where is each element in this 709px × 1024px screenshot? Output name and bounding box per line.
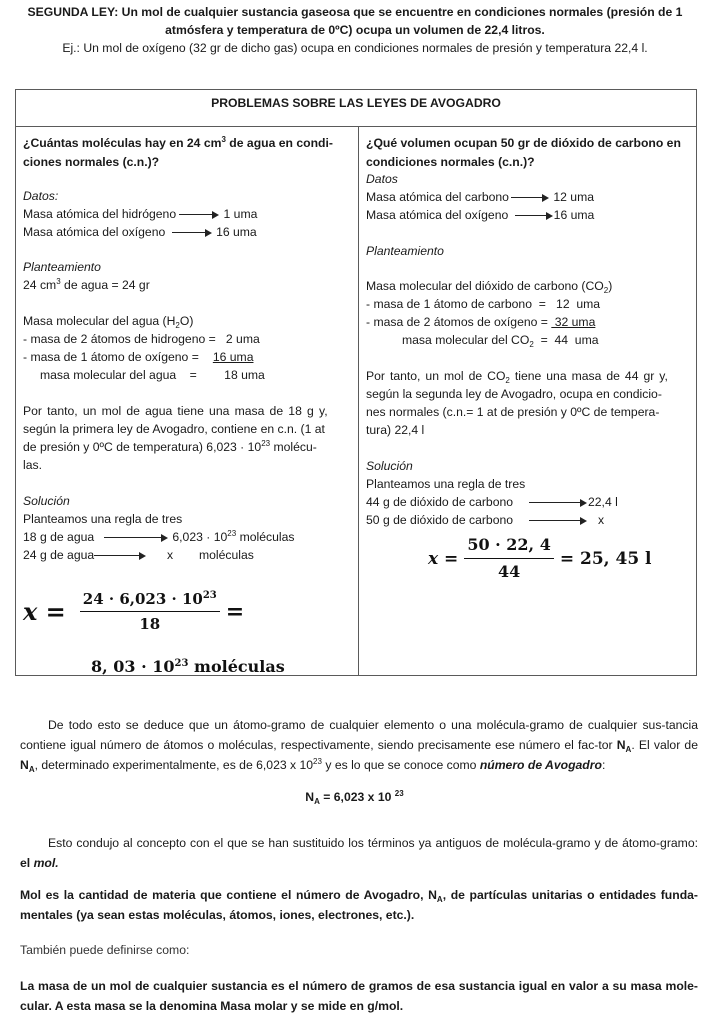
arrow-icon bbox=[511, 197, 547, 198]
explanation-line: Por tanto, un mol de agua tiene una masa de 18 g y, bbox=[23, 404, 328, 418]
rule-row: 44 g de dióxido de carbono 22,4 l bbox=[366, 495, 618, 509]
rule-row: 24 g de agua x moléculas bbox=[23, 548, 254, 562]
explanation-line: según la segunda ley de Avogadro, ocupa en condicio- bbox=[366, 387, 662, 401]
solucion-label: Solución bbox=[366, 459, 413, 473]
arrow-icon bbox=[515, 215, 551, 216]
planteamiento-label: Planteamiento bbox=[366, 244, 444, 258]
formula-water-result: 8, $03 \cdot 10^{23}$ moléculas bbox=[91, 657, 285, 676]
solucion-label: Solución bbox=[23, 494, 70, 508]
datos-label: Datos bbox=[366, 172, 398, 186]
molmass-title: Masa molecular del dióxido de carbono $(CO_2)$ bbox=[366, 279, 613, 295]
problems-table bbox=[15, 89, 697, 676]
explanation-line: según la primera ley de Avogadro, contiene en c.n. (1 at bbox=[23, 422, 325, 436]
molmass-row: - masa de 2 átomos de oxígeno = 32 uma bbox=[366, 315, 596, 329]
paragraph-alt-definition-intro: También puede definirse como: bbox=[20, 943, 190, 957]
regla-line: Planteamos una regla de tres bbox=[366, 477, 526, 491]
datos-row: Masa atómica del hidrógeno 1 uma bbox=[23, 207, 258, 221]
question-line-1: ¿Qué volumen ocupan 50 gr de dióxido de carbono en bbox=[366, 136, 681, 150]
explanation-line: tura) 22,4 l bbox=[366, 423, 425, 437]
example-line: Ej.: Un mol de oxígeno (32 gr de dicho gas) ocupa en condiciones normales de presión y temperatura 22,4 l. bbox=[62, 41, 648, 55]
arrow-icon bbox=[94, 555, 144, 556]
datos-row: Masa atómica del oxígeno 16 uma bbox=[23, 225, 257, 239]
paragraph-mol-definition: Mol es la cantidad de materia que contiene el número de Avogadro, $N_A$, de partículas unitarias o entidades funda-mentales (ya sean estas moléculas, átomos, iones, electrones, etc.). bbox=[20, 888, 698, 922]
arrow-icon bbox=[529, 502, 585, 503]
arrow-icon bbox=[172, 232, 210, 233]
question-line-1: ¿Cuántas moléculas hay en 24 $cm^3$ de agua en condi- bbox=[23, 135, 333, 150]
column-divider bbox=[358, 127, 359, 675]
avogadro-equation: $N_A = 6,023$ x 10 $^{23}$ bbox=[305, 789, 404, 806]
datos-label: Datos: bbox=[23, 189, 59, 203]
molmass-row: - masa de 1 átomo de oxígeno = 16 uma bbox=[23, 350, 254, 364]
formula-co2: x = $\frac{50 \cdot 22, 4}{44}$ = 25, 45 l bbox=[428, 535, 652, 581]
explanation-line: las. bbox=[23, 458, 42, 472]
molmass-total: masa molecular del $CO_2 = 44$ uma bbox=[402, 333, 599, 349]
paragraph-molar-mass: La masa de un mol de cualquier sustancia es el número de gramos de esa sustancia igual en valor a su masa mole-cular. A esta masa se la denomina Masa molar y se mide en g/mol. bbox=[20, 979, 698, 1013]
molmass-title: Masa molecular del agua $(H_2O)$ bbox=[23, 314, 194, 330]
second-law-line-1: SEGUNDA LEY: Un mol de cualquier sustancia gaseosa que se encuentre en condiciones normales (presión de 1 bbox=[27, 5, 683, 19]
molmass-total: masa molecular del agua = 18 uma bbox=[40, 368, 265, 382]
second-law-line-2: atmósfera y temperatura de 0ºC) ocupa un volumen de 22,4 litros. bbox=[165, 23, 545, 37]
question-line-2: condiciones normales (c.n.)? bbox=[366, 155, 535, 169]
question-line-2: ciones normales (c.n.)? bbox=[23, 155, 160, 169]
volume-line: 24 $cm^3$ de agua = 24 gr bbox=[23, 277, 150, 292]
regla-line: Planteamos una regla de tres bbox=[23, 512, 183, 526]
planteamiento-label: Planteamiento bbox=[23, 260, 101, 274]
explanation-line: nes normales (c.n.= 1 at de presión y 0ºC de tempera- bbox=[366, 405, 660, 419]
datos-row: Masa atómica del carbono 12 uma bbox=[366, 190, 594, 204]
intro-section bbox=[6, 3, 704, 57]
arrow-icon bbox=[179, 214, 217, 215]
explanation-line: Por tanto, un mol de $CO_2$ tiene una masa de 44 gr y, bbox=[366, 369, 668, 385]
table-title: PROBLEMAS SOBRE LAS LEYES DE AVOGADRO bbox=[16, 90, 696, 127]
rule-row: 18 g de agua $6,023 \cdot 10^{23}$ moléculas bbox=[23, 529, 295, 544]
arrow-icon bbox=[104, 537, 166, 538]
formula-water: x = $\frac{24 \cdot 6,023 \cdot 10^{23}}{18}$ = bbox=[23, 590, 245, 633]
datos-row: Masa atómica del oxígeno 16 uma bbox=[366, 208, 595, 222]
explanation-line: de presión y 0ºC de temperatura) $6,023 \cdot 10^{23}$ molécu- bbox=[23, 439, 317, 454]
paragraph-avogadro-number: De todo esto se deduce que un átomo-gramo de cualquier elemento o una molécula-gramo de cualquier sus-tancia contiene igual número de átomos o moléculas, respectivamente, siendo precisamente ese número el fac-tor $N_A$. El valor de $N_A$, determinado experimentalmente, es de 6,023 x $10^{23}$ y es lo que se conoce como número de Avogadro: bbox=[20, 718, 698, 774]
arrow-icon bbox=[529, 520, 585, 521]
molmass-row: - masa de 1 átomo de carbono = 12 uma bbox=[366, 297, 601, 311]
molmass-row: - masa de 2 átomos de hidrogeno = 2 uma bbox=[23, 332, 260, 346]
rule-row: 50 g de dióxido de carbono x bbox=[366, 513, 605, 527]
paragraph-mol-concept: Esto condujo al concepto con el que se han sustituido los términos ya antiguos de molécula-gramo y de átomo-gramo: el mol. bbox=[20, 836, 698, 870]
